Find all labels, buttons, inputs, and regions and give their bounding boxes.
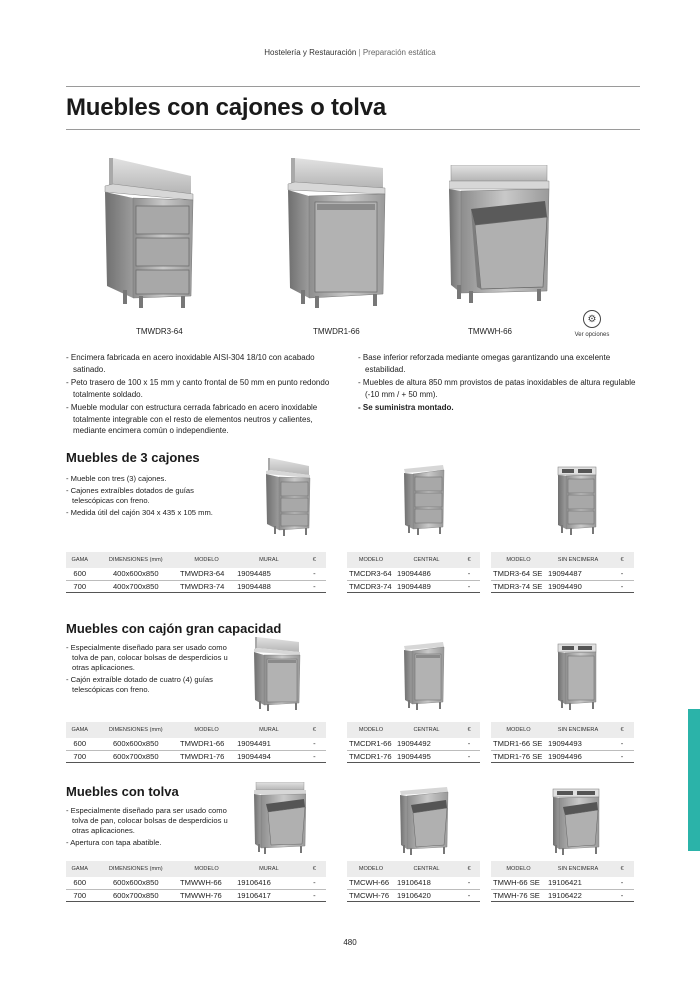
spec-table-sin-encimera [491,552,634,593]
col-header: CENTRAL [395,722,458,738]
col-header: SIN ENCIMERA [546,722,610,738]
header-separator: | [358,48,361,57]
section-bullet: - Apertura con tapa abatible. [66,838,241,848]
cell: TMCWH-76 [347,889,395,901]
features-right-list [358,352,638,416]
cell: TMWWH-76 [178,889,235,901]
cell: 19094485 [235,568,303,580]
col-header: MODELO [347,552,395,568]
spec-table-mural [66,861,326,902]
cell: - [303,738,326,750]
cell: 400x700x850 [93,580,178,592]
drawer-cabinet-mural-image [265,458,311,536]
bin-cabinet-no-top-image [551,787,601,855]
cell: TMDR3-64 SE [491,568,546,580]
cell: TMCDR1-76 [347,750,395,762]
cell: 19106420 [395,889,458,901]
cell: 19094488 [235,580,303,592]
cell: - [610,580,634,592]
drawer-cabinet-image [103,158,195,308]
col-header: MODELO [178,722,235,738]
col-header: DIMENSIONES (mm) [93,861,178,877]
cell: - [610,568,634,580]
door-cabinet-mural-image [253,637,301,711]
cell: 19094491 [235,738,303,750]
cell: 19106416 [235,877,303,889]
col-header: € [610,722,634,738]
col-header: DIMENSIONES (mm) [93,722,178,738]
col-header: MODELO [491,552,546,568]
header-section: Hostelería y Restauración [264,48,357,57]
cell: 700 [66,580,93,592]
cell: TMWDR1-76 [178,750,235,762]
cell: 600 [66,738,93,750]
col-header: CENTRAL [395,552,458,568]
cell: 400x600x850 [93,568,178,580]
cell: - [458,568,480,580]
section-bullet: - Mueble con tres (3) cajones. [66,474,216,484]
spec-table-central [347,722,480,763]
col-header: € [610,861,634,877]
cell: 19094486 [395,568,458,580]
cell: - [303,889,326,901]
cell: TMWH-66 SE [491,877,546,889]
cell: 19106418 [395,877,458,889]
title-rule [66,129,640,130]
section-bullet: - Cajones extraíbles dotados de guías telescópicas con freno. [66,486,216,506]
product-caption-3: TMWWH-66 [468,327,512,336]
cell: - [303,750,326,762]
section-bullet: - Especialmente diseñado para ser usado como tolva de pan, colocar bolsas de desperdicios u otras aplicaciones. [66,643,241,673]
section-color-tab [688,709,700,851]
door-cabinet-no-top-image [556,642,598,710]
feature-item: - Mueble modular con estructura cerrada fabricado en acero inoxidable totalmente integrable con el resto de elementos neutros y calientes, mediante encimera común o independiente. [66,402,346,437]
col-header: MODELO [347,722,395,738]
col-header: MODELO [491,861,546,877]
cell: - [458,877,480,889]
options-label: Ver opciones [574,332,610,338]
page-header [0,48,700,57]
col-header: SIN ENCIMERA [546,552,610,568]
feature-item: - Encimera fabricada en acero inoxidable AISI-304 18/10 con acabado satinado. [66,352,346,375]
col-header: € [610,552,634,568]
col-header: SIN ENCIMERA [546,861,610,877]
cell: - [610,750,634,762]
spec-table-central [347,552,480,593]
cell: - [610,877,634,889]
spec-table-central [347,861,480,902]
cell: 19106417 [235,889,303,901]
cell: TMWWH-66 [178,877,235,889]
cell: TMDR3-74 SE [491,580,546,592]
section-bullet: - Medida útil del cajón 304 x 435 x 105 mm. [66,508,216,518]
spec-table-sin-encimera [491,861,634,902]
cell: TMWDR1-66 [178,738,235,750]
cell: TMWDR3-74 [178,580,235,592]
options-button[interactable] [570,310,614,338]
cell: TMWDR3-64 [178,568,235,580]
cell: 700 [66,750,93,762]
cell: TMDR1-76 SE [491,750,546,762]
feature-item: - Peto trasero de 100 x 15 mm y canto frontal de 50 mm en punto redondo totalmente soldado. [66,377,346,400]
cell: - [610,738,634,750]
feature-item-bold: - Se suministra montado. [358,402,638,414]
cell: TMCWH-66 [347,877,395,889]
cell: 19094494 [235,750,303,762]
cell: 19094492 [395,738,458,750]
col-header: MURAL [235,722,303,738]
cell: TMCDR1-66 [347,738,395,750]
cell: TMCDR3-74 [347,580,395,592]
col-header: MURAL [235,552,303,568]
cell: 19094493 [546,738,610,750]
cell: 19094487 [546,568,610,580]
cell: 600x700x850 [93,889,178,901]
cell: - [303,877,326,889]
cell: - [458,580,480,592]
page-number: 480 [343,938,357,947]
cell: 700 [66,889,93,901]
cell: - [458,889,480,901]
section-title: Muebles con cajón gran capacidad [66,621,282,636]
bin-cabinet-central-image [399,787,449,855]
col-header: GAMA [66,722,93,738]
col-header: CENTRAL [395,861,458,877]
spec-table-mural [66,552,326,593]
cell: - [458,738,480,750]
cell: - [303,568,326,580]
col-header: € [458,861,480,877]
cell: - [458,750,480,762]
cell: 600 [66,877,93,889]
cell: 19094495 [395,750,458,762]
col-header: MODELO [347,861,395,877]
cell: TMCDR3-64 [347,568,395,580]
drawer-cabinet-central-image [403,465,445,535]
feature-item: - Base inferior reforzada mediante omegas garantizando una excelente estabilidad. [358,352,638,375]
section-bullets [66,474,216,520]
cell: 600 [66,568,93,580]
section-bullets [66,806,241,850]
drawer-cabinet-no-top-image [556,465,598,535]
cell: - [610,889,634,901]
feature-item: - Muebles de altura 850 mm provistos de patas inoxidables de altura regulable (-10 mm / + 50 mm). [358,377,638,400]
door-cabinet-central-image [403,642,445,710]
cell: 19094496 [546,750,610,762]
col-header: MODELO [178,552,235,568]
spec-table-mural [66,722,326,763]
spec-table-sin-encimera [491,722,634,763]
cell: 600x600x850 [93,877,178,889]
bin-cabinet-image [449,165,551,305]
section-title: Muebles con tolva [66,784,179,799]
header-subsection: Preparación estática [362,48,436,57]
top-rule [66,86,640,87]
section-bullet: - Especialmente diseñado para ser usado como tolva de pan, colocar bolsas de desperdicios u otras aplicaciones. [66,806,241,836]
col-header: MURAL [235,861,303,877]
page-title: Muebles con cajones o tolva [66,94,387,121]
col-header: € [303,861,326,877]
cell: 19106422 [546,889,610,901]
col-header: € [458,552,480,568]
col-header: € [303,552,326,568]
col-header: MODELO [491,722,546,738]
col-header: DIMENSIONES (mm) [93,552,178,568]
cell: 19094489 [395,580,458,592]
cell: 19106421 [546,877,610,889]
col-header: MODELO [178,861,235,877]
cell: 600x700x850 [93,750,178,762]
product-caption-2: TMWDR1-66 [313,327,360,336]
product-caption-1: TMWDR3-64 [136,327,183,336]
col-header: GAMA [66,552,93,568]
cell: - [303,580,326,592]
section-title: Muebles de 3 cajones [66,450,200,465]
cell: TMWH-76 SE [491,889,546,901]
cell: 19094490 [546,580,610,592]
gear-icon: ⚙ [583,310,601,328]
door-cabinet-image [287,158,387,308]
bin-cabinet-mural-image [254,782,306,854]
features-left-list [66,352,346,439]
col-header: € [458,722,480,738]
col-header: € [303,722,326,738]
section-bullets [66,643,241,697]
cell: TMDR1-66 SE [491,738,546,750]
col-header: GAMA [66,861,93,877]
cell: 600x600x850 [93,738,178,750]
section-bullet: - Cajón extraíble dotado de cuatro (4) guías telescópicas con freno. [66,675,241,695]
